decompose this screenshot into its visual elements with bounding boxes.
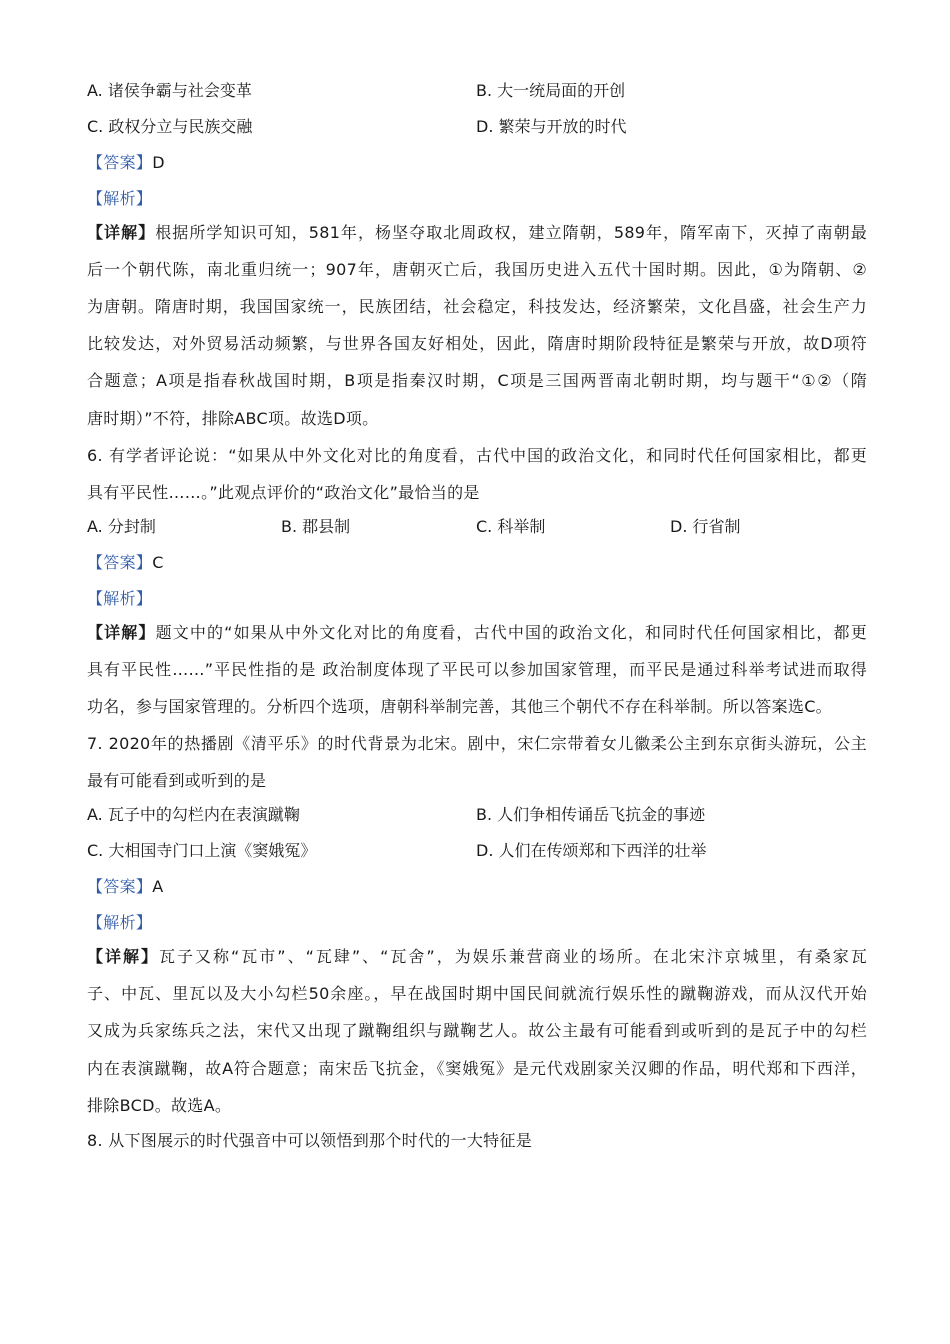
q6-option-a: A. 分封制 xyxy=(87,517,156,536)
detail-text: 根据所学知识可知，581年，杨坚夺取北周政权，建立隋朝，589年，隋军南下，灭掉了南朝最 xyxy=(155,223,868,242)
q5-detail-line-6: 唐时期）”不符，排除ABC项。故选D项。 xyxy=(87,409,379,428)
q7-option-a: A. 瓦子中的勾栏内在表演蹴鞠 xyxy=(87,805,300,824)
q6-option-c: C. 科举制 xyxy=(476,517,546,536)
q7-detail-line-1 xyxy=(87,946,867,968)
q5-detail-line-4: 比较发达，对外贸易活动频繁，与世界各国友好相处，因此，隋唐时期阶段特征是繁荣与开放，故D项符 xyxy=(87,334,867,353)
q5-answer xyxy=(87,152,165,174)
answer-value: A xyxy=(152,877,164,896)
q5-option-c: C. 政权分立与民族交融 xyxy=(87,117,253,136)
q7-stem-line-1: 7. 2020年的热播剧《清平乐》的时代背景为北宋。剧中，宋仁宗带着女儿徽柔公主到东京街头游玩，公主 xyxy=(87,734,867,753)
detail-label: 【详解】 xyxy=(87,223,156,242)
q5-option-d: D. 繁荣与开放的时代 xyxy=(476,117,627,136)
q7-answer xyxy=(87,876,163,898)
q6-option-d: D. 行省制 xyxy=(670,517,741,536)
q7-option-b: B. 人们争相传诵岳飞抗金的事迹 xyxy=(476,805,706,824)
q6-detail-line-2: 具有平民性……”平民性指的是 政治制度体现了平民可以参加国家管理，而平民是通过科举考试进而取得 xyxy=(87,660,867,679)
q5-detail-line-5: 合题意；A项是指春秋战国时期，B项是指秦汉时期，C项是三国两晋南北朝时期，均与题干“①②（隋 xyxy=(87,371,867,390)
answer-value: D xyxy=(152,153,165,172)
q6-detail-line-1 xyxy=(87,622,867,644)
q6-stem-line-1: 6. 有学者评论说：“如果从中外文化对比的角度看，古代中国的政治文化，和同时代任何国家相比，都更 xyxy=(87,446,867,465)
q6-stem-line-2: 具有平民性……。”此观点评价的“政治文化”最恰当的是 xyxy=(87,483,480,502)
q7-stem-line-2: 最有可能看到或听到的是 xyxy=(87,771,267,790)
q7-detail-line-3: 又成为兵家练兵之法，宋代又出现了蹴鞠组织与蹴鞠艺人。故公主最有可能看到或听到的是瓦子中的勾栏 xyxy=(87,1021,867,1040)
q6-answer xyxy=(87,552,164,574)
q7-option-c: C. 大相国寺门口上演《窦娥冤》 xyxy=(87,841,317,860)
q5-detail-line-1 xyxy=(87,222,867,244)
q5-option-b: B. 大一统局面的开创 xyxy=(476,81,626,100)
answer-label: 【答案】 xyxy=(87,153,153,172)
q5-option-a: A. 诸侯争霸与社会变革 xyxy=(87,81,252,100)
detail-text: 题文中的“如果从中外文化对比的角度看，古代中国的政治文化，和同时代任何国家相比，都更 xyxy=(155,623,868,642)
q6-analysis-label: 【解析】 xyxy=(87,589,153,608)
q6-option-b: B. 郡县制 xyxy=(281,517,351,536)
q6-detail-line-3: 功名，参与国家管理的。分析四个选项，唐朝科举制完善，其他三个朝代不存在科举制。所以答案选C。 xyxy=(87,697,832,716)
detail-label: 【详解】 xyxy=(87,623,156,642)
q7-analysis-label: 【解析】 xyxy=(87,913,153,932)
answer-label: 【答案】 xyxy=(87,877,153,896)
q7-detail-line-4: 内在表演蹴鞠，故A符合题意；南宋岳飞抗金，《窦娥冤》是元代戏剧家关汉卿的作品，明代郑和下西洋， xyxy=(87,1059,867,1078)
q5-detail-line-2: 后一个朝代陈，南北重归统一；907年，唐朝灭亡后，我国历史进入五代十国时期。因此，①为隋朝、② xyxy=(87,260,867,279)
q5-analysis-label: 【解析】 xyxy=(87,189,153,208)
q7-detail-line-5: 排除BCD。故选A。 xyxy=(87,1096,232,1115)
q7-option-d: D. 人们在传颂郑和下西洋的壮举 xyxy=(476,841,707,860)
q5-detail-line-3: 为唐朝。隋唐时期，我国国家统一，民族团结，社会稳定，科技发达，经济繁荣，文化昌盛，社会生产力 xyxy=(87,297,867,316)
detail-text: 瓦子又称“瓦市”、“瓦肆”、“瓦舍”，为娱乐兼营商业的场所。在北宋汴京城里，有桑家瓦 xyxy=(159,947,867,966)
answer-label: 【答案】 xyxy=(87,553,153,572)
answer-value: C xyxy=(152,553,164,572)
detail-label: 【详解】 xyxy=(87,947,159,966)
q7-detail-line-2: 子、中瓦、里瓦以及大小勾栏50余座。，早在战国时期中国民间就流行娱乐性的蹴鞠游戏，而从汉代开始 xyxy=(87,984,867,1003)
q8-stem: 8. 从下图展示的时代强音中可以领悟到那个时代的一大特征是 xyxy=(87,1131,533,1150)
